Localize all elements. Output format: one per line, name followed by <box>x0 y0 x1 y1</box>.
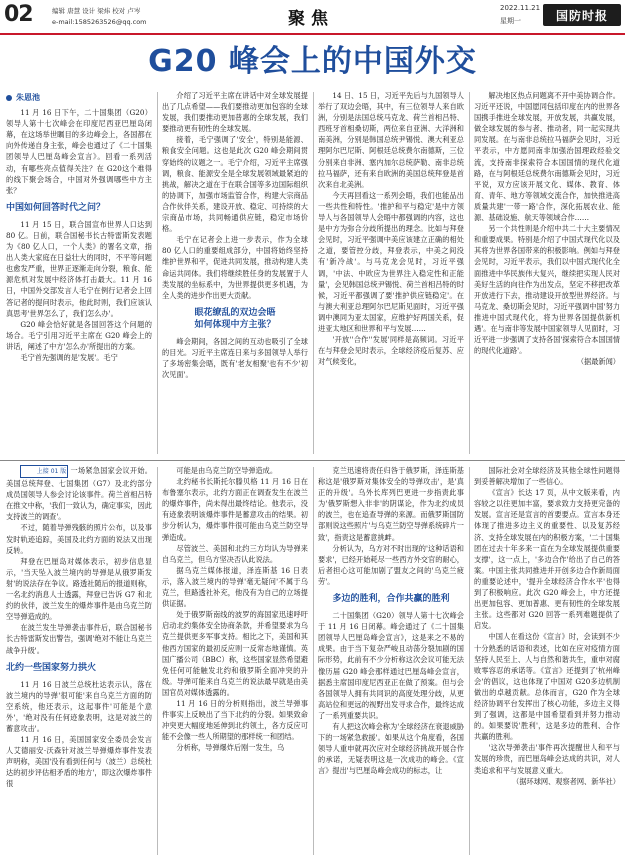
byline-dot-icon <box>6 95 12 101</box>
paragraph: 拜登在巴厘岛对媒体表示，初步信息显示，'当天坠入波兰境内的导弹是从俄罗斯发射'的说法存在争议。路透社随后的报道则称，一名北约消息人士透露，拜登已告诉 G7 和北约的伙伴，波兰发生的爆炸事件是由乌克兰防空导弹造成的。 <box>6 556 152 622</box>
paragraph: '开放''合作''发展'同样是高频词。习近平在与拜登会见时表示，全球经济疫后复苏、应对气候变化， <box>318 335 464 367</box>
bottom-column-3 <box>318 465 464 857</box>
page-number: 02 <box>4 2 33 27</box>
paragraph: 可能是由乌克兰防空导弹造成。 <box>176 466 278 475</box>
newspaper-masthead-logo: 国防时报 <box>543 4 621 26</box>
issue-weekday: 星期一 <box>500 17 521 25</box>
header-divider <box>0 33 625 35</box>
paragraph: 峰会期间，各国之间的互动也吸引了全球的目光。习近平主席连日来与多国领导人举行了多场密集会晤，既有'老友相聚'也有不少'初次见面'。 <box>162 336 308 380</box>
paragraph: 分析认为，乌方对不时出现的'这种话语和要求'，已经开始耗尽一些西方外交官的耐心，后者担心这可能加剧了盟友之间的'乌克兰疲劳'。 <box>318 543 464 586</box>
article-headline: G20 峰会上的中国外交 <box>148 44 477 79</box>
byline <box>6 92 152 103</box>
paragraph: G20 峰会恰好就是各国回答这个问题的场合。毛宁引用习近平主席在 G20 峰会上的讲话，阐述了中方'怎么办'所提出的方案。 <box>6 319 152 351</box>
column-divider <box>469 92 470 454</box>
paragraph: 分析称，导弹爆炸后刚一发生，乌 <box>176 743 285 753</box>
paragraph: 11 月 16 日波兰总统杜达表示认，落在波兰境内的导弹'很可能'来自乌克兰方面的防空系统，他还表示，这起事件'可能是个意外'，'绝对没有任何迹象表明，这是对波兰的蓄意攻击'。 <box>6 679 152 733</box>
paragraph: '这次导弹袭击'事件再次提醒世人和平与发展的珍贵，而巴厘岛峰会达成的共识，对人类追求和平与发展意义重大。 <box>474 743 620 775</box>
top-column-1 <box>6 90 152 455</box>
bottom-column-4 <box>474 465 620 857</box>
paragraph: 14 日、15 日，习近平先后与九国领导人举行了双边会晤，其中，有三位领导人来自欧洲，分别是法国总统马克龙、荷兰首相吕特、西班牙首相桑切斯，两位来自亚洲、大洋洲和南美洲，分别是韩国总统尹锡悦、澳大利亚总理阿尔巴尼斯、阿根廷总统费尔南德斯，三位分别来自非洲、塞内加尔总统萨勒、南非总统拉马福萨，还有来自欧洲的美国总统拜登是首次来自北美洲。 <box>318 91 464 189</box>
paragraph: 国际社会对全球经济及其他全球性问题得到妥善解决增加了一些信心。 <box>474 466 620 487</box>
editors-line: 编辑 唐慧 设计 梁炜 校对 卢岑 <box>52 7 141 15</box>
paragraph: 接着，毛宁强调了'安全'，特别是能源、粮食安全问题。这也是此次 G20 峰会期间贯穿始终的议题之一。毛宁介绍，习近平主席强调，粮食、能源安全是全球发展领域最紧迫的挑战，解决之道在于在联合国等多边国际组织的协调下，加强市场监管合作，构建大宗商品合作伙伴关系，建设开放、稳定、可持续的大宗商品市场，共同畅通供应链，稳定市场价格。 <box>162 135 308 234</box>
column-divider <box>157 92 158 454</box>
top-column-4 <box>474 90 620 455</box>
paragraph <box>6 465 152 522</box>
paragraph: 《宣言》长达 17 页，从中文版来看，内容较之以往更加丰富，要求致力支持更完备的发展。宣言还是宣言的首要要点。宣言本身还体现了推进多边主义的重要性、以及复苏经济、支持全球发展在内的积极方案，'二十国集团在过去十年多来一直在为全球发展提供重要支撑'，这一点上，'多边合作'给出了自己的答案。中国主张共同推进并开创多边合作新局面的重要论述中，'提升全球经济合作水平'也得到了积极响应。此次 G20 峰会上，中方还提出更加包容、更加普惠、更有韧性的全球发展主张。这些都对 G20 回答一系列难题提供了启发。 <box>474 488 620 631</box>
paragraph: 据乌克兰媒体报道，泽连斯基 16 日表示，落入波兰境内的导弹'毫无疑问'不属于乌克兰，但路透社补充，他没有为自己的立场提供证据。 <box>162 565 308 609</box>
page-header <box>0 0 625 34</box>
paragraph: 毛宁在记者会上进一步表示，作为全球 80 亿人口的重要组成部分，中国将始终坚持维护世界和平，促进共同发展，推动构建人类命运共同体。我们将继续胜任身的发展置于人类发展的坐标系中，为世界提供更多机遇，为全人类的进步作出更大贡献。 <box>162 235 308 300</box>
paragraph: 中国人在看这份《宣言》时，会读到不少十分熟悉的话语和表述，比如在应对疫情方面坚持人民至上、人与自然和谐共生，重申对腐败零容忍的承诺等。《宣言》还提到了'杭州峰会'的倡议，这也体现了中国对 G20多边机制做出的卓越贡献。总体而言，G20 作为全球经济协调平台发挥出了核心功能，多边主义得到了强调，这都是中国希望看到并努力推动的。如果要说'胜利'，这是多边的胜利、合作共赢的胜利。 <box>474 632 620 742</box>
continued-from-badge: 上接 01 版 <box>20 465 68 478</box>
issue-date: 2022.11.21 <box>500 4 541 12</box>
paragraph: 今天再回看这一系列会晤，我们也能品出一些共性和特性。'推护和平与稳定'是中方领导人与各国领导人会晤中都强调的内容，这也是中方为弥合分歧所提出的理念。比如与拜登会见时，习近平强调中美应该建立正确的相处之道，要管控分歧，拜登表示，中美之间没有'新冷战'。与马克龙会见时，习近平强调，'中法、中欧应为世界注入稳定性和正能量'，会见韩国总统尹锡悦、荷兰首相吕特的时候，习近平都强调了要'推护供应链稳定'。在与澳大利亚总理阿尔巴尼斯见面时，习近平强调中澳同为亚太国家，应维护好两国关系，促进亚太地区和世界和平与发展…… <box>318 190 464 333</box>
column-divider <box>313 92 314 454</box>
paragraph: 介绍了习近平主席在讲话中对全球发展提出了几点希望——我们要推动更加包容的全球发展，我们要推动更加普惠的全球发展，我们要推动更有韧性的全球发展。 <box>162 91 308 134</box>
paragraph: 克兰迅速将责任归咎于俄罗斯，泽连斯基称这是'俄罗斯对集体安全的导弹攻击'，是'真正的升级'。乌外长库列巴更进一步指责此事为'俄罗斯想入非非'的阴谋论，作为北约成员的波兰，也在追查导弹的来源。而俄罗斯国防部则说这些照片'与乌克兰防空导弹系统碎片一致'，指责这是蓄意挑衅。 <box>318 466 464 542</box>
subheading: 多边的胜利，合作共赢的胜利 <box>332 594 450 605</box>
paragraph: 有人把这次峰会称为'全球经济在衰退威胁下的一场紧急救援'。如果从这个角度看，各国领导人重申就再次应对全球经济挑战开展合作的承诺，无疑表明这是一次成功的峰会。《宣言》提出'与巴厘岛峰会成功的标志，让 <box>318 721 464 776</box>
column-divider <box>313 467 314 855</box>
top-column-2 <box>162 90 308 455</box>
paragraph: 尽管波兰、美国和北约三方均认为导弹来自乌克兰，但乌方坚决否认此说法。 <box>162 543 308 564</box>
paragraph: 解决地区热点问题离不开中美协调合作。习近平还说，中国愿同包括印度在内的世界各国携手推进全球发展，开放发展，共赢发展，做全球发展的参与者、推动者，同一起实现共同发展。在与南非总统拉马福萨会见时，习近平表示，中方愿同南非加强治国理政经验交流，支持南非探索符合本国国情的现代化道路，在与阿根廷总统费尔南德斯会见时，习近平说，双方应该开展文化、媒体、教育、体育、青年、地方等领域交流合作，加快推进高质量共建'一带一路'合作，深化拓展农业、能源、基础设施、航天等领域合作…… <box>474 91 620 223</box>
byline-name: 朱恩池 <box>16 93 40 102</box>
source-credit: （据最新闻） <box>576 357 620 367</box>
section-title: 聚焦 <box>288 9 334 29</box>
email-line: e-mail:1585263526@qq.com <box>52 18 147 26</box>
column-divider <box>469 467 470 855</box>
paragraph: 处于俄罗斯南线的波罗的海国家迅速呼吁启动北约集体安全协商条款，并希望要求为乌克兰提供更多军事支持。相比之下，美国和其他西方国家的最初反应则一反常态地谨慎。英国广播公司（BBC）称，这些国家显然希望避免任何可能触发北约和俄罗斯全面冲突的升级。导弹可能来自乌克兰的说法最早就是由美国官员对媒体透露的。 <box>162 610 308 697</box>
source-credit: （据环球网、观察者网、新华社） <box>512 776 620 786</box>
top-column-3 <box>318 90 464 455</box>
paragraph: 11 月 16 日的分析则指出，波兰导弹事件事实上反映出了当下北约的分裂。如果致命冲突更大幅度地延伸到北约领土，各方反应可能不会像一些人所期望的那样统一和团结。 <box>162 698 308 742</box>
paragraph: 11 月 16 日下午，二十国集团（G20）领导人第十七次峰会在印度尼西亚巴厘岛闭幕，在这场举世瞩目的多边峰会上，各国都在向外传递自身主张，峰会也通过了《二十国集团领导人巴厘岛峰会宣言》。回看一系列活动，有哪些亮点值得关注？在 G20这个难得的线下聚会场合，中国对外强调哪些中方主张？ <box>6 108 152 195</box>
section-divider <box>0 460 625 461</box>
subheading: 眼花缭乱的双边会晤 如何体现中方主张？ <box>194 307 276 330</box>
paragraph: 不过，随着导弹残骸的照片公布，以及事发时轨迹追踪，美国及北约方面的说法又出现反转。 <box>6 523 152 555</box>
paragraph: 二十国集团（G20）领导人第十七次峰会于 11 月 16 日闭幕。峰会通过了《二十国集团领导人巴厘岛峰会宣言》，这是来之不易的成果。由于当下复杂严峻且动荡分裂加剧的国际形势，此前有不少分析称这次会议可能无法像历届 G20 峰会那样通过巴厘岛峰会宣言，据悉主席国印度尼西亚正在做了预案。但与会各国领导人拥有共同识的高度处理分歧，从更高站位和更远的视野出发寻求合作，最终达成了一系列重要共识。 <box>318 611 464 720</box>
paragraph-text: 一场紧急国家会议开始。美国总统拜登、七国集团（G7）及北约部分成员国领导人参会讨论该事件。荷兰首相吕特在推文中称，'我们一致认为，确定事实，因此支持波兰的调查'。 <box>6 466 152 522</box>
bottom-column-2 <box>162 465 308 857</box>
paragraph: 11 月 16 日，美国国家安全委员会发言人艾德丽安·沃森针对波兰导弹爆炸事件发表声明称，美国'没有看到任何与（波兰）总统杜达的初步评估相矛盾的地方'，即这次爆炸事件很 <box>6 735 152 789</box>
column-divider <box>157 467 158 855</box>
paragraph: 11 月 15 日，联合国宣布世界人口达到 80 亿。日前，联合国秘书长古特雷斯发表题为《80 亿人口，一个人类》的署名文章，指出人类大家庭在日益壮大的同时，不平等问题也愈发严重，世界正逐渐走向分裂，粮食、能源危机对发展中经济体打击最大。11 月 16 日，中国外交部发言人毛宁在例行记者会上回答记者的提问时表示，他此时则，我们应该认真思考'世界怎么了，我们怎么办'。 <box>6 219 152 318</box>
paragraph: 毛宁首先强调的是'发展'。毛宁 <box>20 352 118 362</box>
paragraph: 北约秘书长斯托尔滕贝格 11 月 16 日在布鲁塞尔表示，北约方面正在调查发生在波兰的爆炸事件，尚未得出最终结论。他表示，没有迹象表明该爆炸事件是蓄意攻击的结果。初步分析认为，爆炸事件很可能由乌克兰防空导弹造成。 <box>162 477 308 542</box>
subheading: 中国如何回答时代之问？ <box>6 202 106 213</box>
bottom-column-1 <box>6 465 152 857</box>
subheading: 北约一些国家努力拱火 <box>6 662 97 673</box>
paragraph: 另一个共性则是介绍中共二十大主要情况和重要成果。特别是介绍了中国式现代化以及其将为世界各国带来的积极影响。例如与拜登会见时，习近平表示，我们以中国式现代化全面推进中华民族伟大复兴，继续把实现人民对美好生活的向往作为出发点，坚定不移把改革开放进行下去，推动建设开放型世界经济。与马克龙、桑切斯会见时，习近平强调中国'努力推进中国式现代化，将为世界各国提供新机遇'。在与南非等发展中国家领导人见面时，习近平进一步强调了支持各国'探索符合本国国情的现代化道路'。 <box>474 224 620 356</box>
paragraph: 在波兰发生导弹袭击事件后，联合国秘书长古特雷斯发出警告，强调'绝对不能让乌克兰战争升级'。 <box>6 623 152 655</box>
